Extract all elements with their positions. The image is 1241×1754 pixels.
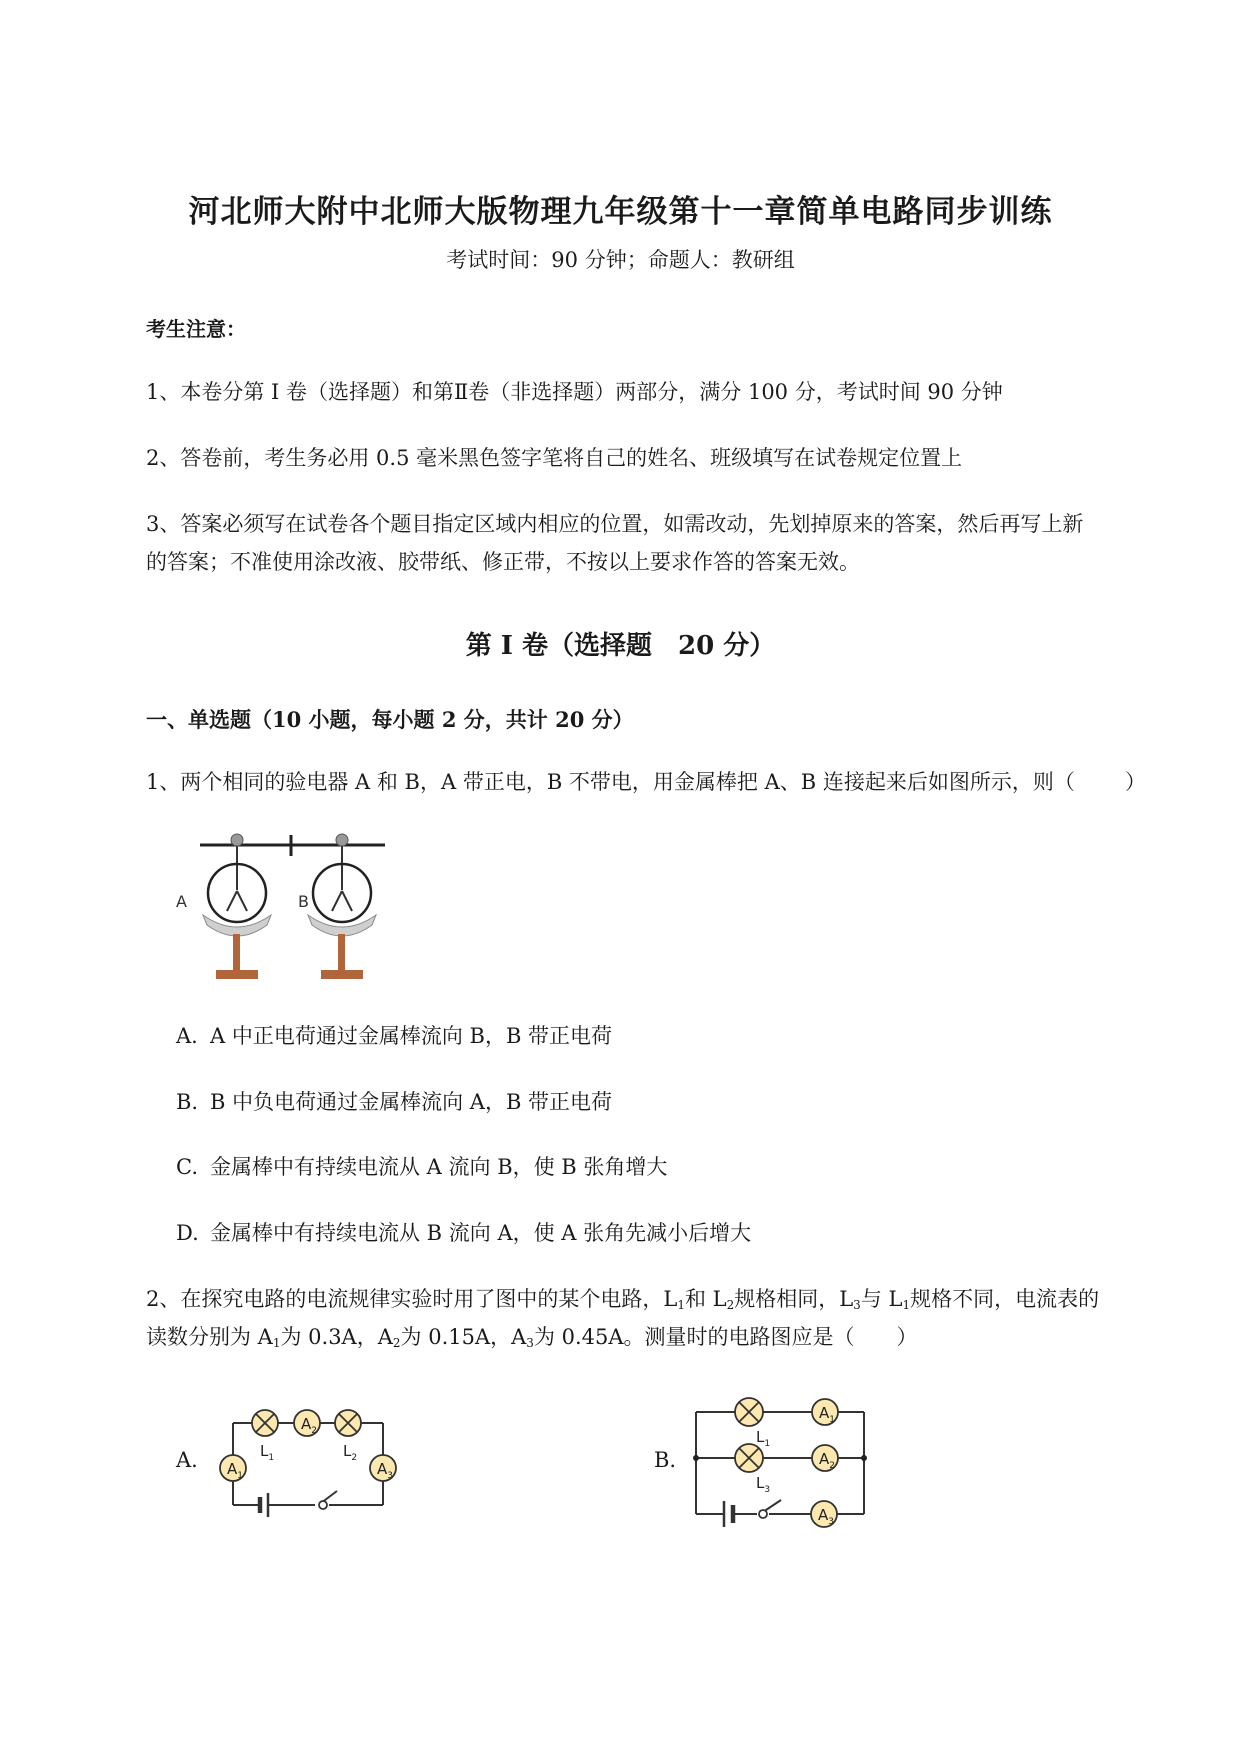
meter-subscript: 1 (237, 1471, 243, 1481)
electroscope-figure (170, 825, 410, 985)
meter-letter: A (301, 1415, 312, 1433)
lamp-icon (735, 1398, 763, 1426)
lamp-icon (252, 1410, 278, 1436)
stem-text: 为 0.15A，A (400, 1325, 527, 1349)
lamp-icon (735, 1444, 763, 1472)
stem-text: 规格相同，L (734, 1287, 854, 1311)
notice-item: 2、答卷前，考生务必用 0.5 毫米黑色签字笔将自己的姓名、班级填写在试卷规定位置上 (146, 446, 963, 470)
label-b: B (298, 892, 309, 911)
stem-text: 读数分别为 A (146, 1325, 273, 1349)
option-label: A. (176, 1024, 198, 1048)
exam-info: 考试时间：90 分钟；命题人：教研组 (446, 248, 795, 272)
lamp-letter: L (756, 1428, 765, 1446)
meter-letter: A (819, 1404, 830, 1422)
lamp-letter: L (343, 1442, 352, 1460)
option-d[interactable] (176, 1217, 751, 1247)
meter-letter: A (818, 1506, 829, 1524)
ammeter-a1-icon (220, 1455, 246, 1481)
option-label: B. (176, 1090, 199, 1114)
lamp-icon (335, 1410, 361, 1436)
lamp-subscript: 3 (764, 1485, 771, 1495)
stem-text: 为 0.45A。测量时的电路图应是（ ） (533, 1325, 918, 1349)
section-title: 第 I 卷（选择题 20 分） (465, 631, 776, 661)
option-c[interactable] (176, 1151, 667, 1181)
subscript: 2 (726, 1298, 735, 1312)
lamp-letter: L (260, 1442, 269, 1460)
question-1-bracket: ） (1125, 770, 1146, 794)
stem-text: 与 L (860, 1287, 903, 1311)
question-1-stem (146, 766, 1146, 796)
electroscope-a (203, 834, 271, 979)
notice-heading: 考生注意： (146, 317, 246, 341)
lamp-label (260, 1442, 274, 1463)
lamp-subscript: 1 (764, 1439, 771, 1449)
circuit-a[interactable] (210, 1393, 410, 1523)
lamp-label (343, 1442, 357, 1463)
option-label: D. (176, 1221, 199, 1245)
notice-item: 1、本卷分第 I 卷（选择题）和第Ⅱ卷（非选择题）两部分，满分 100 分，考试时间 90 分钟 (146, 380, 1003, 404)
subscript: 2 (392, 1336, 401, 1350)
question-1-text: 1、两个相同的验电器 A 和 B，A 带正电，B 不带电，用金属棒把 A、B 连接起来后如图所示，则（ (146, 770, 1075, 794)
meter-letter: A (819, 1450, 830, 1468)
part-heading: 一、单选题（10 小题，每小题 2 分，共计 20 分） (146, 707, 634, 732)
q2-option-a-label[interactable]: A. (176, 1448, 198, 1472)
question-2-stem-line1 (146, 1283, 1099, 1313)
notice-item-continued: 的答案；不准使用涂改液、胶带纸、修正带，不按以上要求作答的答案无效。 (146, 550, 860, 574)
ammeter-a3-icon (811, 1501, 837, 1527)
ammeter-a2-icon (294, 1410, 320, 1436)
lamp-label (756, 1474, 770, 1495)
stem-text: 为 0.3A，A (280, 1325, 393, 1349)
stem-text: 和 L (684, 1287, 727, 1311)
ammeter-a2-icon (812, 1445, 838, 1471)
meter-subscript: 2 (311, 1426, 317, 1436)
lamp-letter: L (756, 1474, 765, 1492)
option-text: B 中负电荷通过金属棒流向 A，B 带正电荷 (210, 1090, 613, 1114)
subscript: 3 (853, 1298, 861, 1312)
page-title: 河北师大附中北师大版物理九年级第十一章简单电路同步训练 (188, 194, 1053, 230)
switch-icon (319, 1501, 327, 1509)
lamp-subscript: 1 (268, 1453, 275, 1463)
option-a[interactable] (176, 1020, 612, 1050)
meter-letter: A (227, 1460, 238, 1478)
meter-letter: A (377, 1460, 388, 1478)
option-text: A 中正电荷通过金属棒流向 B，B 带正电荷 (210, 1024, 613, 1048)
meter-subscript: 3 (387, 1471, 393, 1481)
stem-text: 2、在探究电路的电流规律实验时用了图中的某个电路，L (146, 1287, 678, 1311)
lamp-label (756, 1428, 770, 1449)
circuit-b[interactable] (690, 1390, 890, 1540)
option-text: 金属棒中有持续电流从 B 流向 A，使 A 张角先减小后增大 (210, 1221, 752, 1245)
meter-subscript: 1 (829, 1415, 835, 1425)
q2-option-b-label[interactable]: B. (654, 1448, 677, 1472)
lamp-subscript: 2 (351, 1453, 358, 1463)
subscript: 3 (526, 1336, 534, 1350)
meter-subscript: 2 (829, 1461, 835, 1471)
option-text: 金属棒中有持续电流从 A 流向 B，使 B 张角增大 (210, 1155, 668, 1179)
meter-subscript: 3 (828, 1517, 834, 1527)
stem-text: 规格不同，电流表的 (910, 1287, 1100, 1311)
switch-icon (759, 1510, 767, 1518)
subscript: 1 (677, 1298, 685, 1312)
electroscope-b (308, 834, 376, 979)
option-label: C. (176, 1155, 198, 1179)
ammeter-a3-icon (370, 1455, 396, 1481)
option-b[interactable] (176, 1086, 612, 1116)
ammeter-a1-icon (812, 1399, 838, 1425)
label-a: A (176, 892, 187, 911)
question-2-stem-line2 (146, 1321, 918, 1351)
subscript: 1 (902, 1298, 911, 1312)
notice-item: 3、答案必须写在试卷各个题目指定区域内相应的位置，如需改动，先划掉原来的答案，然后再写上新 (146, 512, 1084, 536)
subscript: 1 (272, 1336, 281, 1350)
